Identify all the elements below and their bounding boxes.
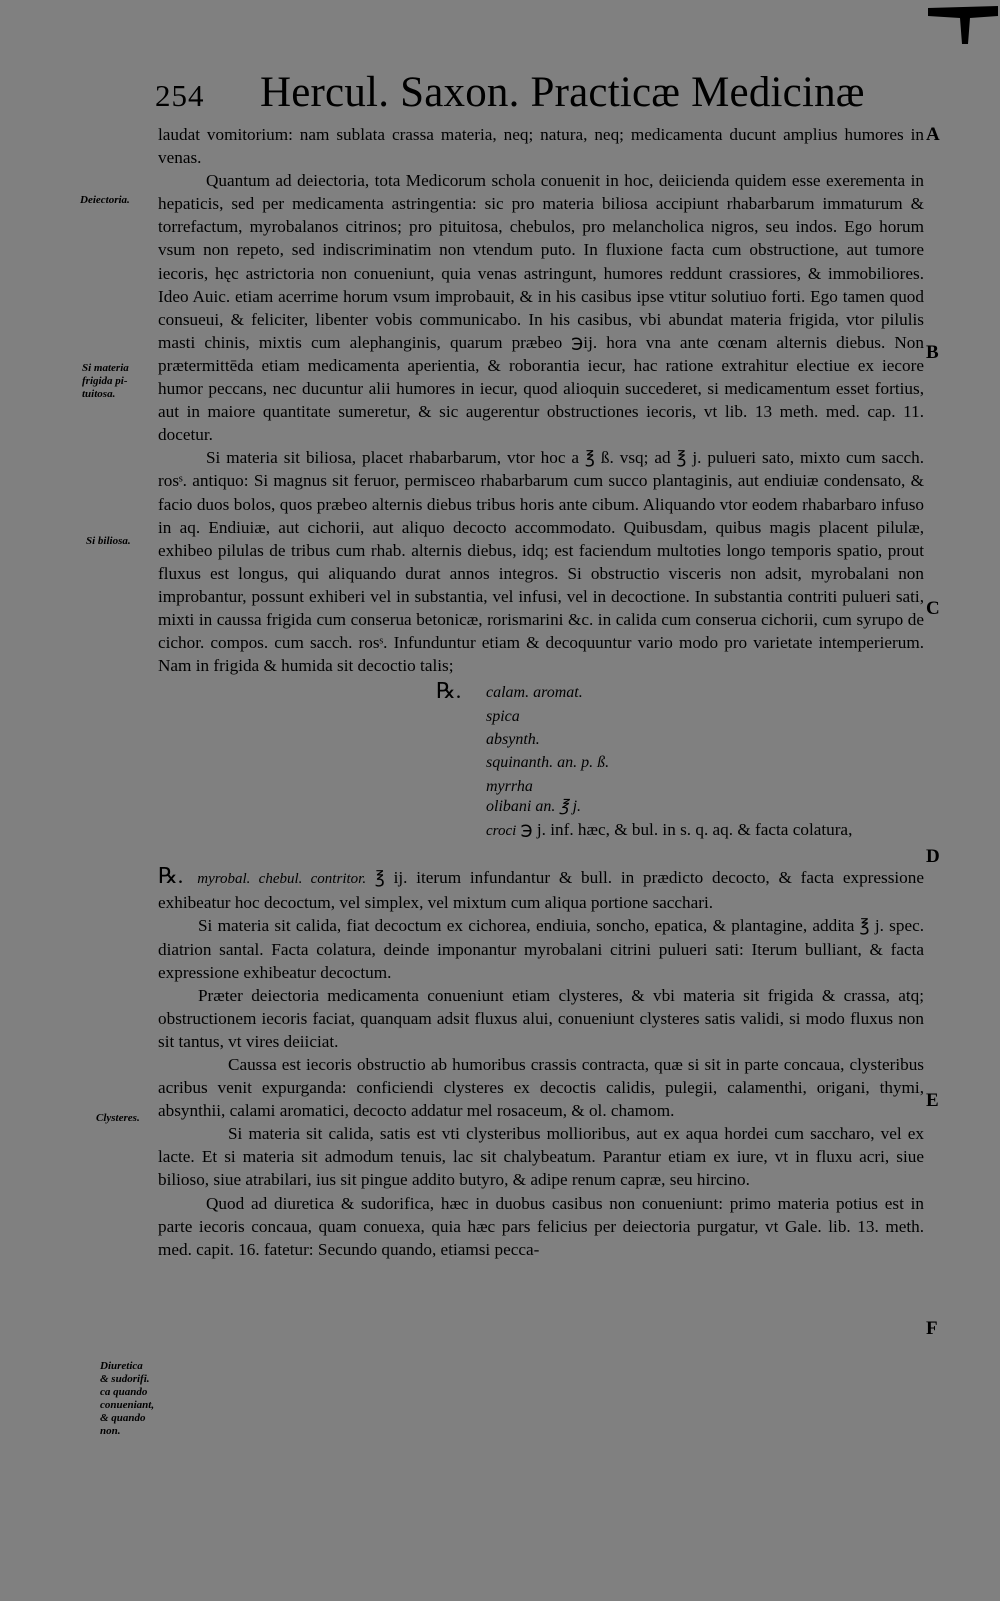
recipe-symbol: ℞.	[436, 678, 462, 704]
margin-letter-a: A	[926, 124, 940, 145]
recipe-ingredients	[486, 681, 609, 798]
recipe-symbol: ℞.	[158, 863, 184, 889]
paragraph: Si materia sit calida, satis est vti clysteribus mollioribus, aut ex aqua hordei cum saccharo, vel ex lacte. Et si materia sit admodum tenuis, lac sit chalybeatum. Parantur etiam ex iure, vt in fluxu acri, siue bilioso, siue atrabilari, ius sit pingue addito butyro, & adipe renum capræ, seu hircino.	[158, 1124, 924, 1190]
side-note-line: Si materia	[82, 362, 129, 374]
paragraph: Quod ad diuretica & sudorifica, hæc in duobus casibus non conueniunt: primo materia potius est in parte iecoris concaua, quam conuexa, quia hæc pars felicius per deiectoria purgatur, vt Gale. lib. 13. meth. med. capit. 16. fatetur: Secundo quando, etiamsi pecca-	[158, 1193, 924, 1259]
margin-letter-d: D	[926, 846, 940, 867]
page-header	[155, 68, 915, 124]
main-text	[158, 123, 924, 1261]
paragraph: Quantum ad deiectoria, tota Medicorum schola conuenit in hoc, deiicienda quidem esse exerementa in hepaticis, sed per medicamenta astringentia: sic pro materia biliosa accipiunt rhabarbarum immaturum & torrefactum, myrobalanos citrinos; pro pituitosa, chebulos, pro melancholica nigros, seu indos. Ego horum vsum non repeto, sed indiscriminatim non vtendum puto. In fluxione facta cum obstructione, aut tumore iecoris, hęc astrictoria non conueniunt, quia venas astringunt, humores reddunt crassiores, & immobiliores. Ideo Auic. etiam acerrime horum vsum improbauit, & in his casibus ipse vtitur solutiuo forti. Ego tamen quod consueui, & feliciter, libenter vobis communicabo. In his casibus, vbi abundat materia frigida, vtor pilulis masti chinis, mixtis cum alephanginis, quarum præbeo ℈ij. hora vna ante cœnam alternis diebus. Non prætermittēda etiam medicamenta aperientia, & roborantia iecur, hac ratione extrahitur electiue ex iecore humor peccans, nec ducuntur alii humores in iecur, quod alioquin succederet, si medicamentum esset fortius, aut in maiore quantitate sumeretur, & sic augerentur obstructiones iecoris, vt lib. 13 meth. med. cap. 11. docetur.	[158, 171, 924, 445]
recipe-ingredient: squinanth. an. p. ß.	[486, 754, 610, 772]
side-note-line: ca quando	[100, 1386, 148, 1398]
side-note-line: Diuretica	[100, 1360, 143, 1372]
side-note-dejectoria: Deiectoria.	[80, 194, 130, 206]
recipe-ingredient: croci	[486, 823, 517, 840]
recipe-ingredient: spica	[486, 707, 520, 725]
recipe-instruction: ℥ ij. iterum infundantur & bull. in prædicto decocto, & facta expressione exhibeatur hoc decoctum, vel simplex, vel mixtum cum aliqua portione sacchari.	[158, 868, 924, 913]
side-note-line: conueniant,	[100, 1399, 155, 1411]
margin-letter-b: B	[926, 342, 939, 363]
margin-letter-f: F	[926, 1318, 938, 1339]
paragraph: Præter deiectoria medicamenta conueniunt etiam clysteres, & vbi materia sit frigida & crassa, atq; obstructionem iecoris faciat, quanquam adsit fluxus alui, conueniunt clysteres satis validi, si modo fluxus non sit tantus, vt vires deiiciat.	[158, 985, 924, 1051]
recipe-ingredient: myrobal. chebul. contritor.	[197, 871, 367, 888]
printer-ornament-icon	[928, 4, 998, 44]
recipe-ingredient: calam. aromat.	[486, 684, 583, 702]
side-note-line: non.	[100, 1425, 121, 1437]
recipe-second-prescription	[158, 864, 924, 914]
recipe-ingredient: absynth.	[486, 731, 540, 749]
paragraph: laudat vomitorium: nam sublata crassa materia, neq; natura, neq; medicamenta ducunt amplius humores in venas.	[158, 125, 924, 168]
margin-letter-c: C	[926, 598, 940, 619]
recipe-block-tail	[158, 798, 924, 864]
paragraph: Si materia sit biliosa, placet rhabarbarum, vtor hoc a ℥ ß. vsq; ad ℥ j. pulueri sato, mixto cum sacch. rosˢ. antiquo: Si magnus sit feruor, permisceo rhabarbarum cum succo plantaginis, aut endiuiæ condensato, & facio duos bolos, quos præbeo alternis diebus tribus horis ante cibum. Aliquando vtor eodem rhabarbaro infuso in aq. Endiuiæ, aut cichorii, aut aliquo decocto accommodato. Quibusdam, quibus magis placent pilulæ, exhibeo pilulas de tribus cum rhab. alternis diebus, idq; est faciendum multoties longo temporis spatio, prout fluxus est longus, qui aliquando durat annos integros. Si obstructio visceris non adsit, myrobalani non improbantur, possunt exhiberi vel in substantia, vel infusi, vel in decoctione. In substantia contriti pulueri sati, mixti in caussa frigida cum conserua betonicæ, rorismarini &c. in calida cum conserua cichorii, cum syrupo de cichor. compos. cum sacch. rosˢ. Infunduntur etiam & decoquuntur vario modo pro varietate intemperierum. Nam in frigida & humida sit decoctio talis;	[158, 448, 924, 676]
side-note-biliosa: Si biliosa.	[86, 535, 131, 547]
page-number: 254	[155, 78, 205, 113]
margin-letter-e: E	[926, 1090, 939, 1111]
recipe-ingredient: myrrha	[486, 777, 533, 795]
recipe-last-line	[486, 818, 852, 843]
recipe-ingredient: olibani an. ℥ j.	[486, 798, 582, 816]
side-note-line: & quando	[100, 1412, 146, 1424]
side-note-line: frigida pi-	[82, 375, 128, 387]
recipe-instruction: ℈ j. inf. hæc, & bul. in s. q. aq. & facta colatura,	[516, 820, 853, 840]
running-title: Hercul. Saxon. Practicæ Medicinæ	[260, 69, 865, 116]
side-note-diuretica	[100, 1360, 174, 1438]
side-note-line: tuitosa.	[82, 388, 116, 400]
paragraph: Si materia sit calida, fiat decoctum ex cichorea, endiuia, soncho, epatica, & plantagine, addita ℥ j. spec. diatrion santal. Facta colatura, deinde imponantur myrobalani citrini pulueri sati: Iterum bulliant, & facta expressione exhibeatur decoctum.	[158, 916, 924, 982]
side-note-clysteres: Clysteres.	[96, 1112, 140, 1124]
side-note-line: & sudorifi.	[100, 1373, 150, 1385]
paragraph: Caussa est iecoris obstructio ab humoribus crassis contracta, quæ si sit in parte concaua, clysteribus acribus venit expurganda: conficiendi clysteres ex decoctis calidis, pulegii, calamenthi, origani, thymi, absynthii, calami aromatici, decocto addatur mel rosaceum, & ol. chamom.	[158, 1055, 924, 1121]
side-note-materia-frigida	[82, 362, 156, 401]
